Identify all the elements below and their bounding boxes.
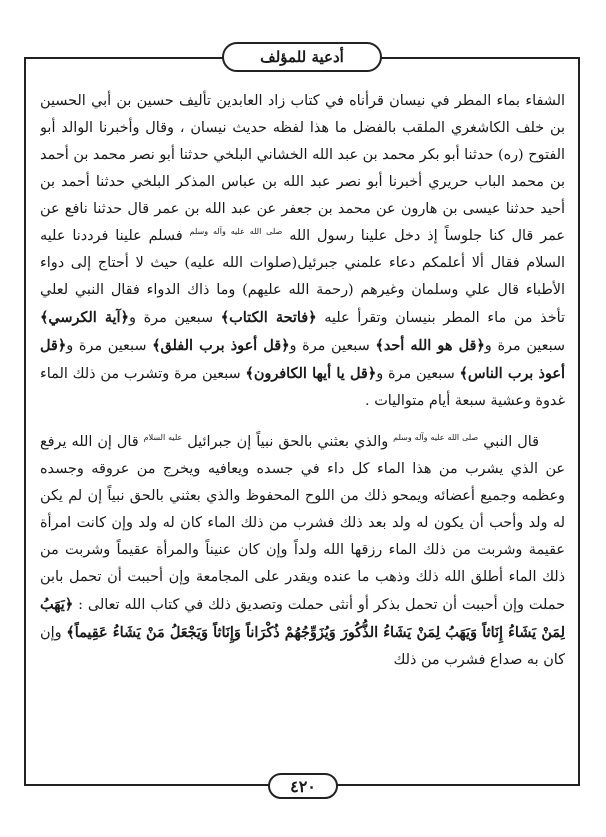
p1-text-7: سبعين مرة و	[376, 366, 455, 382]
p1-text-8: سبعين مرة وتشرب من ذلك الماء غدوة وعشية سبعة أيام متواليات .	[40, 366, 565, 409]
surah-falaq: ﴿قل أعوذ برب الفلق﴾	[152, 337, 290, 354]
ayat-kursi: ﴿آية الكرسي﴾	[40, 309, 129, 326]
paragraph-2	[40, 429, 565, 674]
page-number-badge	[268, 773, 338, 799]
honorific-as: عليه السلام	[143, 433, 183, 443]
p1-text-2: فسلم علينا فرددنا عليه السلام فقال ألا أعلمكم دعاء علمني جبرئيل(صلوات الله عليه) حيث لا أحتاج إلى دواء الأطباء قال علي وسلمان وغيرهم (رحمة الله عليهم) وما ذاك الدواء فقال النبي لعلي تأخذ من ماء المطر بنيسان وتقرأ عليه	[40, 228, 565, 326]
surah-kafirun: ﴿قل يا أيها الكافرون﴾	[245, 365, 377, 382]
p1-text-1: الشفاء بماء المطر في نيسان قرأناه في كتاب زاد العابدين تأليف حسين بن أبي الحسين بن خلف الكاشغري الملقب بالفضل ما هذا لفظه حديث نيسان ، وقال وأخبرنا الوالد أبو الفتوح (ره) حدثنا أبو بكر محمد بن عبد الله الخشاني البلخي حدثنا أبو نصر محمد بن أحمد بن محمد الباب حريري أخبرنا أبو نصر عبد الله بن عباس المذكر البلخي حدثنا أحمد بن أحيد حدثنا عيسى بن هارون عن محمد بن جعفر عن عبد الله بن عمر قال حدثنا نافع عن عمر قال كنا جلوساً إذ دخل علينا رسول الله	[40, 93, 565, 244]
running-header	[222, 42, 382, 72]
quran-verse: ﴿يَهَبُ لِمَنْ يَشَاءُ إِنَاثاً وَيَهَبُ لِمَنْ يَشَاءُ الذُّكُورَ وَيُزَوِّجُهُمْ ذُكْرَاناً وَإِنَاثاً وَيَجْعَلُ مَنْ يَشَاءُ عَقِيماً﴾	[40, 596, 565, 641]
p1-text-4: سبعين مرة و	[484, 338, 565, 354]
honorific-saw-1: صلى الله عليه وآله وسلم	[189, 227, 283, 237]
surah-fatiha: ﴿فاتحة الكتاب﴾	[220, 309, 317, 326]
p1-text-3: سبعين مرة و	[129, 310, 214, 326]
p1-text-5: سبعين مرة و	[289, 338, 370, 354]
p2-text-1: قال النبي	[483, 434, 540, 450]
honorific-saw-2: صلى الله عليه وآله وسلم	[393, 433, 479, 443]
p2-text-4: وإن كان به صداع فشرب من ذلك	[40, 625, 565, 668]
p2-text-2: والذي بعثني بالحق نبياً إن جبرائيل	[187, 434, 389, 450]
paragraph-1	[40, 88, 565, 415]
page-number: ٤٢٠	[290, 776, 316, 796]
main-text	[40, 88, 565, 778]
surah-nas: ﴿قل أعوذ برب الناس﴾	[40, 337, 565, 382]
surah-ikhlas: ﴿قل هو الله أحد﴾	[375, 337, 485, 354]
header-title: أدعية للمؤلف	[260, 48, 344, 66]
p1-text-6: سبعين مرة و	[66, 338, 147, 354]
p2-text-3: قال إن الله يرفع عن الذي يشرب من هذا الماء كل داء في جسده ويعافيه ويخرج من عروقه وجسده وعظمه وجميع أعضائه ويمحو ذلك من اللوح المحفوظ والذي بعثني بالحق نبياً إن لم يكن له ولد وأحب أن يكون له ولد بعد ذلك فشرب من ذلك الماء كان له ولد وإن كانت امرأة عقيمة وشربت من ذلك الماء رزقها الله ولداً وإن كان عنيناً والمرأة عقيماً وشربت من ذلك الماء أطلق الله ذلك وذهب ما عنده ويقدر على المجامعة وإن أحببت أن تحمل بابن حملت وإن أحببت أن تحمل بذكر أو أنثى حملت وتصديق ذلك في كتاب الله تعالى :	[40, 434, 565, 613]
